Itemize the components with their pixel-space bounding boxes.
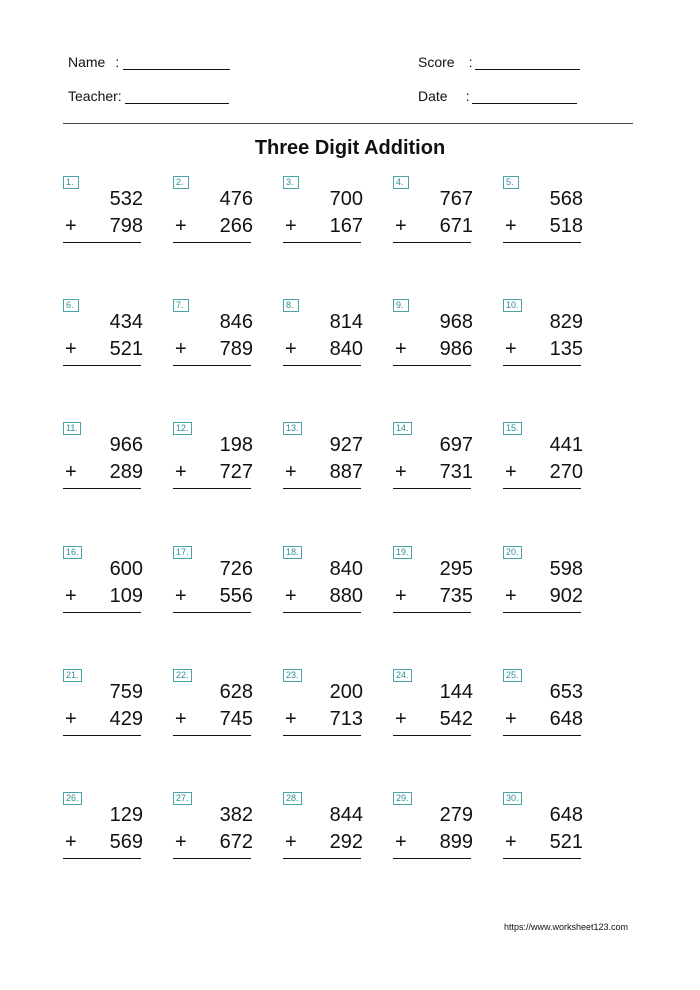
- problem-number: 2.: [173, 176, 189, 189]
- answer-line[interactable]: [283, 735, 361, 736]
- addend-top: 441: [549, 434, 583, 456]
- addend-top: 927: [329, 434, 363, 456]
- plus-sign: +: [505, 461, 517, 483]
- answer-line[interactable]: [393, 488, 471, 489]
- answer-line[interactable]: [283, 858, 361, 859]
- addend-bottom: 135: [549, 338, 583, 360]
- addend-top: 968: [439, 311, 473, 333]
- plus-sign: +: [175, 831, 187, 853]
- problem-14: [393, 422, 473, 492]
- date-blank-line[interactable]: [472, 90, 577, 104]
- score-colon: :: [468, 54, 473, 70]
- addend-bottom: 735: [439, 585, 473, 607]
- problem-number: 27.: [173, 792, 192, 805]
- addend-top: 144: [439, 681, 473, 703]
- name-label: Name: [68, 54, 106, 70]
- addend-top: 829: [549, 311, 583, 333]
- addend-top: 759: [109, 681, 143, 703]
- answer-line[interactable]: [393, 858, 471, 859]
- problem-number: 12.: [173, 422, 192, 435]
- plus-sign: +: [505, 831, 517, 853]
- addend-bottom: 289: [109, 461, 143, 483]
- addend-top: 648: [549, 804, 583, 826]
- worksheet-title: Three Digit Addition: [254, 137, 446, 159]
- answer-line[interactable]: [503, 735, 581, 736]
- addend-top: 476: [219, 188, 253, 210]
- problem-17: [173, 546, 253, 616]
- problem-27: [173, 792, 253, 862]
- problem-18: [283, 546, 363, 616]
- addend-top: 966: [109, 434, 143, 456]
- addend-top: 697: [439, 434, 473, 456]
- answer-line[interactable]: [173, 858, 251, 859]
- problem-12: [173, 422, 253, 492]
- answer-line[interactable]: [173, 365, 251, 366]
- plus-sign: +: [175, 338, 187, 360]
- problem-3: [283, 176, 363, 246]
- problem-number: 30.: [503, 792, 522, 805]
- plus-sign: +: [285, 585, 297, 607]
- teacher-blank-line[interactable]: [125, 90, 229, 104]
- plus-sign: +: [285, 708, 297, 730]
- problem-number: 1.: [63, 176, 79, 189]
- plus-sign: +: [395, 831, 407, 853]
- problem-number: 17.: [173, 546, 192, 559]
- addend-top: 434: [109, 311, 143, 333]
- problem-number: 15.: [503, 422, 522, 435]
- addend-top: 628: [219, 681, 253, 703]
- problem-number: 11.: [63, 422, 81, 435]
- addend-bottom: 672: [219, 831, 253, 853]
- plus-sign: +: [175, 585, 187, 607]
- addend-top: 568: [549, 188, 583, 210]
- plus-sign: +: [175, 215, 187, 237]
- addend-top: 200: [329, 681, 363, 703]
- problem-number: 7.: [173, 299, 189, 312]
- addend-bottom: 671: [439, 215, 473, 237]
- answer-line[interactable]: [63, 858, 141, 859]
- addend-top: 846: [219, 311, 253, 333]
- plus-sign: +: [395, 708, 407, 730]
- addend-top: 600: [109, 558, 143, 580]
- addend-top: 598: [549, 558, 583, 580]
- plus-sign: +: [395, 215, 407, 237]
- plus-sign: +: [395, 585, 407, 607]
- addend-bottom: 899: [439, 831, 473, 853]
- problem-number: 21.: [63, 669, 82, 682]
- problem-number: 13.: [283, 422, 302, 435]
- addend-bottom: 902: [549, 585, 583, 607]
- problem-number: 26.: [63, 792, 82, 805]
- problem-24: [393, 669, 473, 739]
- addend-top: 382: [219, 804, 253, 826]
- problem-number: 16.: [63, 546, 82, 559]
- addend-top: 653: [549, 681, 583, 703]
- answer-line[interactable]: [503, 858, 581, 859]
- addend-bottom: 429: [109, 708, 143, 730]
- score-blank-line[interactable]: [475, 56, 580, 70]
- answer-line[interactable]: [63, 735, 141, 736]
- score-field: [418, 54, 580, 70]
- problem-5: [503, 176, 583, 246]
- plus-sign: +: [65, 708, 77, 730]
- answer-line[interactable]: [173, 735, 251, 736]
- problem-10: [503, 299, 583, 369]
- answer-line[interactable]: [63, 612, 141, 613]
- answer-line[interactable]: [393, 365, 471, 366]
- plus-sign: +: [175, 708, 187, 730]
- problem-25: [503, 669, 583, 739]
- teacher-field: [68, 88, 229, 104]
- addend-bottom: 518: [549, 215, 583, 237]
- problem-16: [63, 546, 143, 616]
- problem-number: 5.: [503, 176, 519, 189]
- addend-top: 767: [439, 188, 473, 210]
- problem-number: 3.: [283, 176, 299, 189]
- addend-bottom: 109: [109, 585, 143, 607]
- problem-number: 23.: [283, 669, 302, 682]
- score-label: Score: [418, 54, 455, 70]
- answer-line[interactable]: [503, 365, 581, 366]
- plus-sign: +: [65, 585, 77, 607]
- plus-sign: +: [395, 461, 407, 483]
- addend-bottom: 521: [549, 831, 583, 853]
- footer-url: https://www.worksheet123.com: [503, 922, 628, 932]
- answer-line[interactable]: [503, 242, 581, 243]
- addend-bottom: 266: [219, 215, 253, 237]
- problem-number: 29.: [393, 792, 412, 805]
- plus-sign: +: [505, 585, 517, 607]
- problem-4: [393, 176, 473, 246]
- problem-number: 18.: [283, 546, 302, 559]
- answer-line[interactable]: [173, 488, 251, 489]
- addend-bottom: 167: [329, 215, 363, 237]
- plus-sign: +: [285, 338, 297, 360]
- answer-line[interactable]: [393, 612, 471, 613]
- addend-bottom: 798: [109, 215, 143, 237]
- addend-top: 532: [109, 188, 143, 210]
- name-blank-line[interactable]: [123, 56, 230, 70]
- addend-top: 295: [439, 558, 473, 580]
- problem-26: [63, 792, 143, 862]
- problem-number: 28.: [283, 792, 302, 805]
- date-label: Date: [418, 88, 448, 104]
- answer-line[interactable]: [393, 242, 471, 243]
- problem-1: [63, 176, 143, 246]
- addend-bottom: 880: [329, 585, 363, 607]
- problem-number: 9.: [393, 299, 409, 312]
- plus-sign: +: [505, 708, 517, 730]
- answer-line[interactable]: [503, 612, 581, 613]
- answer-line[interactable]: [63, 365, 141, 366]
- addend-bottom: 789: [219, 338, 253, 360]
- answer-line[interactable]: [283, 242, 361, 243]
- problem-number: 25.: [503, 669, 522, 682]
- problem-number: 14.: [393, 422, 412, 435]
- problem-11: [63, 422, 143, 492]
- answer-line[interactable]: [173, 242, 251, 243]
- plus-sign: +: [505, 338, 517, 360]
- addend-bottom: 745: [219, 708, 253, 730]
- problem-19: [393, 546, 473, 616]
- addend-bottom: 292: [329, 831, 363, 853]
- plus-sign: +: [175, 461, 187, 483]
- addend-bottom: 569: [109, 831, 143, 853]
- problem-number: 4.: [393, 176, 409, 189]
- addend-bottom: 986: [439, 338, 473, 360]
- addend-bottom: 713: [329, 708, 363, 730]
- addend-bottom: 542: [439, 708, 473, 730]
- problem-13: [283, 422, 363, 492]
- addend-bottom: 840: [329, 338, 363, 360]
- problem-6: [63, 299, 143, 369]
- problem-7: [173, 299, 253, 369]
- addend-top: 814: [329, 311, 363, 333]
- addend-bottom: 731: [439, 461, 473, 483]
- addend-bottom: 727: [219, 461, 253, 483]
- problem-number: 20.: [503, 546, 522, 559]
- plus-sign: +: [65, 461, 77, 483]
- addend-bottom: 521: [109, 338, 143, 360]
- problem-number: 24.: [393, 669, 412, 682]
- addend-bottom: 556: [219, 585, 253, 607]
- problem-15: [503, 422, 583, 492]
- answer-line[interactable]: [283, 365, 361, 366]
- addend-top: 726: [219, 558, 253, 580]
- plus-sign: +: [285, 461, 297, 483]
- answer-line[interactable]: [173, 612, 251, 613]
- plus-sign: +: [285, 831, 297, 853]
- addend-top: 840: [329, 558, 363, 580]
- date-colon: :: [465, 88, 470, 104]
- addend-bottom: 648: [549, 708, 583, 730]
- plus-sign: +: [65, 338, 77, 360]
- answer-line[interactable]: [393, 735, 471, 736]
- teacher-label: Teacher:: [68, 88, 122, 104]
- answer-line[interactable]: [63, 242, 141, 243]
- problem-29: [393, 792, 473, 862]
- problem-8: [283, 299, 363, 369]
- problem-23: [283, 669, 363, 739]
- addend-top: 279: [439, 804, 473, 826]
- addend-top: 198: [219, 434, 253, 456]
- name-colon: :: [115, 54, 120, 70]
- answer-line[interactable]: [63, 488, 141, 489]
- problem-number: 10.: [503, 299, 522, 312]
- date-field: [418, 88, 577, 104]
- problem-22: [173, 669, 253, 739]
- header-divider: [63, 123, 633, 124]
- addend-bottom: 887: [329, 461, 363, 483]
- problem-21: [63, 669, 143, 739]
- addend-bottom: 270: [549, 461, 583, 483]
- problem-30: [503, 792, 583, 862]
- problem-28: [283, 792, 363, 862]
- plus-sign: +: [285, 215, 297, 237]
- name-field: [68, 54, 230, 70]
- problem-number: 6.: [63, 299, 79, 312]
- addend-top: 700: [329, 188, 363, 210]
- answer-line[interactable]: [283, 488, 361, 489]
- problem-20: [503, 546, 583, 616]
- problem-9: [393, 299, 473, 369]
- problem-number: 22.: [173, 669, 192, 682]
- answer-line[interactable]: [503, 488, 581, 489]
- plus-sign: +: [65, 831, 77, 853]
- problem-2: [173, 176, 253, 246]
- plus-sign: +: [505, 215, 517, 237]
- problem-number: 8.: [283, 299, 299, 312]
- problem-number: 19.: [393, 546, 412, 559]
- answer-line[interactable]: [283, 612, 361, 613]
- plus-sign: +: [395, 338, 407, 360]
- addend-top: 129: [109, 804, 143, 826]
- plus-sign: +: [65, 215, 77, 237]
- addend-top: 844: [329, 804, 363, 826]
